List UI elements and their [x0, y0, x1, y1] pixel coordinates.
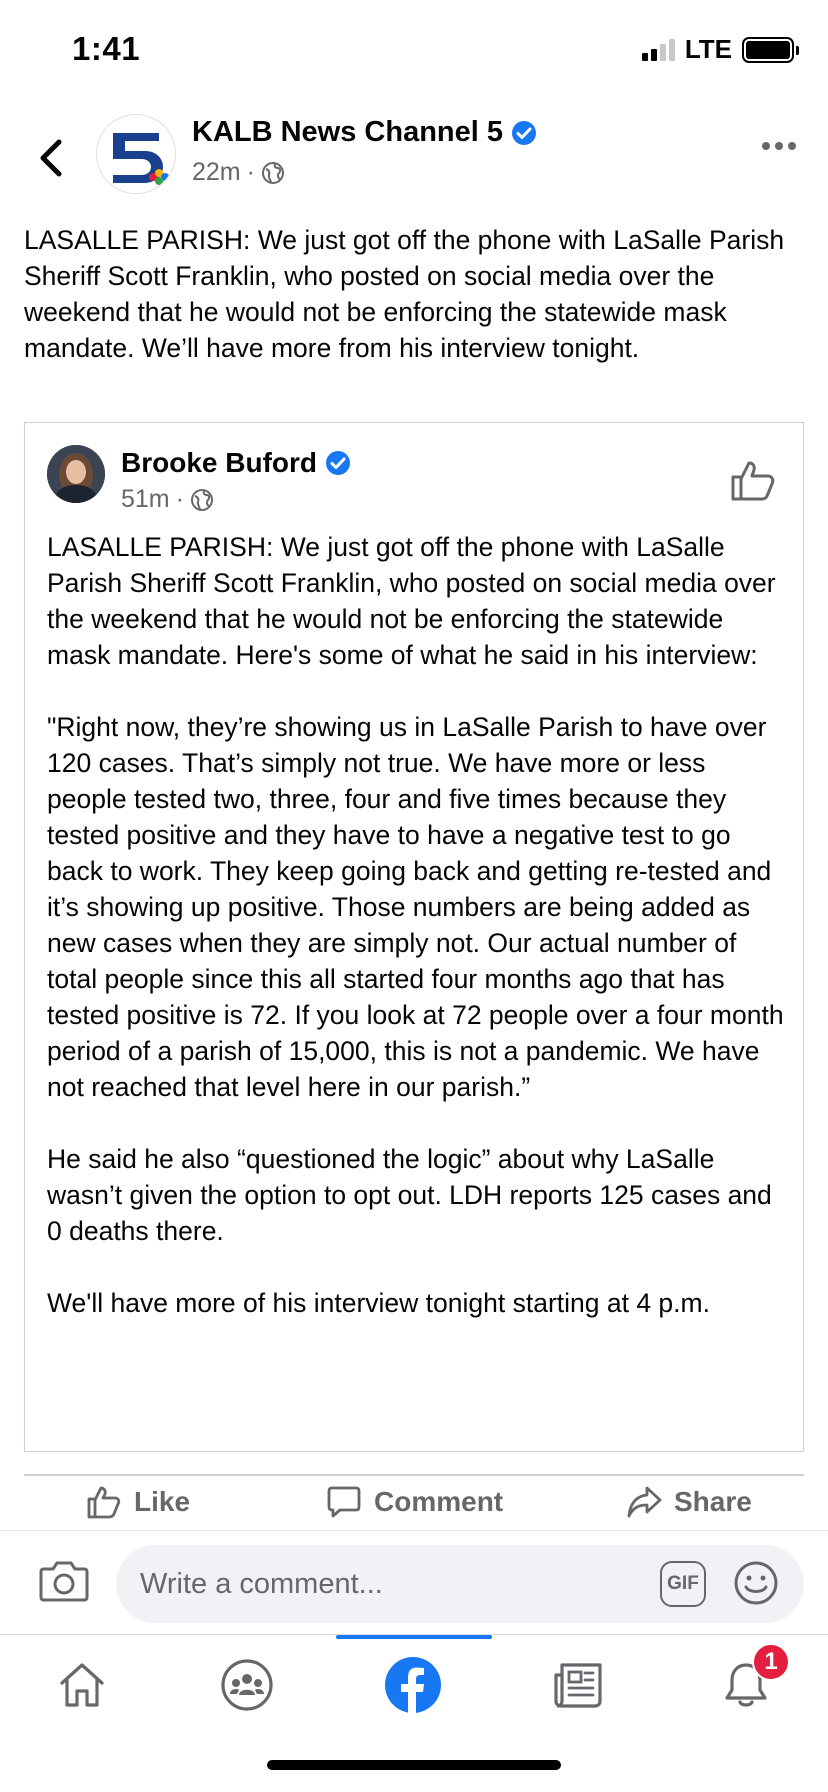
globe-icon — [190, 488, 214, 512]
action-divider — [24, 1474, 804, 1476]
share-button[interactable] — [626, 1484, 752, 1520]
gif-button[interactable]: GIF — [660, 1561, 706, 1607]
more-dot-icon — [775, 142, 783, 150]
facebook-logo-icon — [384, 1656, 442, 1714]
globe-icon — [261, 161, 285, 185]
thumbs-up-icon — [729, 457, 777, 505]
verified-badge-icon — [325, 450, 351, 476]
tab-facebook[interactable] — [383, 1655, 443, 1715]
status-time: 1:41 — [72, 30, 141, 67]
more-dot-icon — [762, 142, 770, 150]
action-bar — [0, 1484, 828, 1530]
camera-button[interactable] — [38, 1557, 90, 1605]
chevron-left-icon — [37, 138, 63, 178]
post-header — [0, 108, 828, 212]
meta-separator: · — [175, 485, 184, 513]
thumbs-up-icon — [86, 1484, 122, 1520]
tab-news[interactable] — [549, 1655, 609, 1715]
shared-paragraph: LASALLE PARISH: We just got off the phone with LaSalle Parish Sheriff Scott Franklin, who posted on social media over the weekend that he would not be enforcing the statewide mask mandate. Here's some of what he said in his interview: — [47, 532, 776, 670]
status-indicators — [642, 34, 794, 65]
profile-photo-icon — [47, 445, 105, 503]
home-icon — [56, 1659, 108, 1711]
share-label: Share — [674, 1486, 752, 1517]
camera-icon — [38, 1557, 90, 1605]
network-type: LTE — [684, 34, 732, 64]
meta-separator: · — [246, 158, 255, 186]
post-text: LASALLE PARISH: We just got off the phone with LaSalle Parish Sheriff Scott Franklin, who posted on social media over the weekend that he would not be enforcing the statewide mask mandate. We’ll have more from his interview tonight. — [24, 225, 785, 363]
emoji-button[interactable] — [732, 1559, 780, 1607]
shared-post-time[interactable]: 51m — [121, 485, 170, 513]
shared-post[interactable] — [24, 422, 804, 1452]
active-tab-indicator — [336, 1635, 492, 1639]
shared-like-button[interactable] — [729, 457, 777, 505]
more-options-button[interactable] — [762, 142, 796, 150]
post-meta — [192, 158, 285, 187]
signal-icon — [642, 39, 675, 61]
shared-post-meta — [121, 485, 214, 514]
tab-home[interactable] — [52, 1655, 112, 1715]
kalb-logo-icon — [97, 115, 176, 194]
page-name[interactable]: KALB News Channel 5 — [192, 116, 503, 148]
shared-paragraph: "Right now, they’re showing us in LaSalle Parish to have over 120 cases. That’s simply not true. We have more or less people tested two, three, four and five times because they tested positive and they have to have a negative test to go back to work. They keep going back and getting re-tested and it’s showing up positive. Those numbers are being added as new cases when they are simply not. Our actual number of total people since this all started four months ago that has tested positive is 72. If you look at 72 people over a four month period of a parish of 15,000, this is not a pandemic. We have not reached that level here in our parish.” — [47, 712, 784, 1102]
comment-bar — [0, 1530, 828, 1634]
page-name-row — [192, 116, 537, 149]
comment-label: Comment — [374, 1486, 504, 1517]
comment-button[interactable] — [326, 1484, 503, 1520]
author-name[interactable]: Brooke Buford — [121, 447, 317, 478]
page-avatar[interactable] — [96, 114, 176, 194]
groups-icon — [219, 1657, 275, 1713]
notification-badge: 1 — [752, 1643, 790, 1681]
comment-bubble-icon — [326, 1484, 362, 1520]
battery-icon — [742, 37, 794, 63]
home-indicator — [267, 1760, 561, 1770]
tab-groups[interactable] — [217, 1655, 277, 1715]
shared-post-text — [47, 529, 787, 1321]
shared-paragraph: We'll have more of his interview tonight starting at 4 p.m. — [47, 1288, 710, 1318]
author-avatar[interactable] — [47, 445, 105, 503]
status-bar — [0, 0, 828, 100]
like-button[interactable] — [86, 1484, 190, 1520]
smiley-icon — [732, 1559, 780, 1607]
back-button[interactable] — [30, 130, 70, 186]
share-arrow-icon — [626, 1484, 662, 1520]
post-time[interactable]: 22m — [192, 158, 241, 186]
shared-author-row — [121, 447, 351, 479]
more-dot-icon — [788, 142, 796, 150]
verified-badge-icon — [511, 120, 537, 146]
news-icon — [552, 1659, 606, 1711]
shared-paragraph: He said he also “questioned the logic” about why LaSalle wasn’t given the option to opt out. LDH reports 125 cases and 0 deaths there. — [47, 1144, 772, 1246]
like-label: Like — [134, 1486, 191, 1517]
